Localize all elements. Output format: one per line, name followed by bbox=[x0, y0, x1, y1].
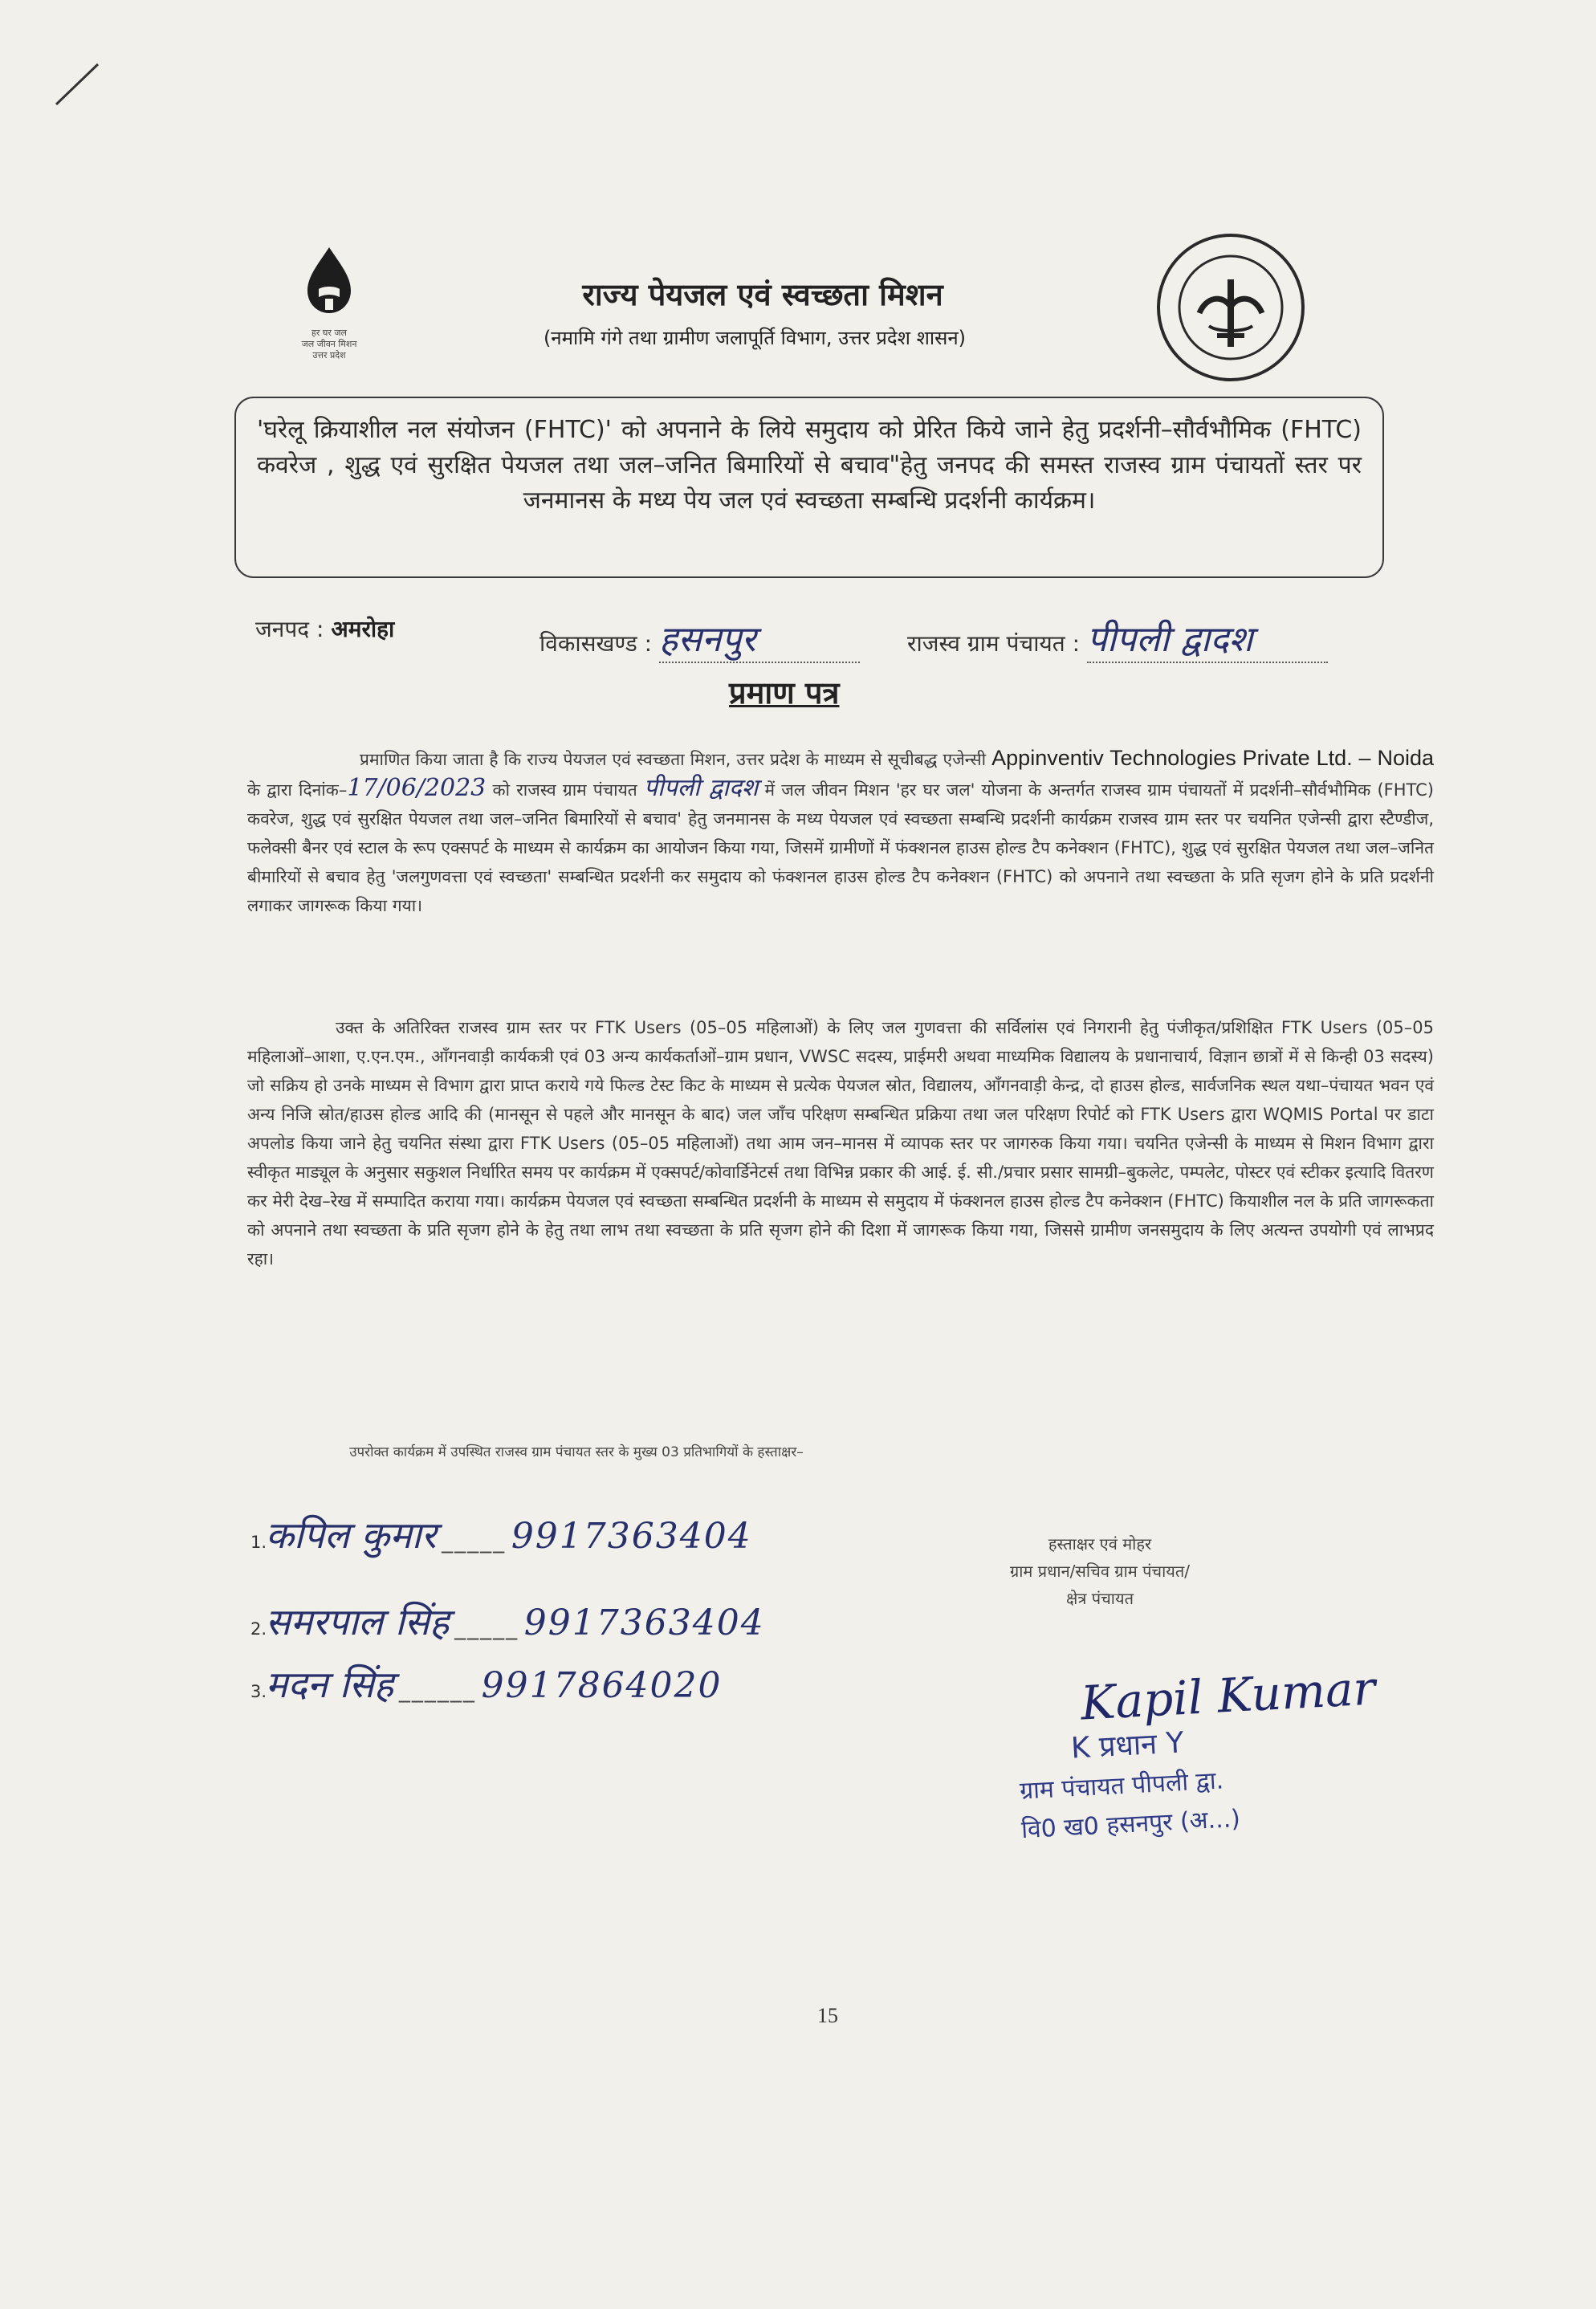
para1-panchayat-label: को राजस्व ग्राम पंचायत bbox=[486, 780, 644, 800]
signatory-name: मदन सिंह bbox=[265, 1663, 394, 1706]
signatory-phone: 9917363404 bbox=[523, 1602, 765, 1643]
panchayat-field bbox=[907, 613, 1328, 663]
block-value: हसनपुर bbox=[658, 619, 756, 660]
block-field bbox=[539, 613, 860, 663]
para1-body: में जल जीवन मिशन 'हर घर जल' योजना के अन्तर्गत राजस्व ग्राम पंचायतों में प्रदर्शनी–सौर्वभौमिक (FHTC) कवरेज, शुद्ध एवं सुरक्षित पेयजल तथा जल–जनित बिमारियों से बचाव' हेतु जनमानस के मध्य पेयजल एवं स्वच्छता सम्बन्धि प्रदर्शनी कार्यक्रम राजस्व ग्राम स्तर पर चयनित एजेन्सी द्वारा स्टैण्डीज, फलेक्सी बैनर एवं स्टाल के रूप एक्सपर्ट के माध्यम से कार्यक्रम का आयोजन किया गया, जिसमें ग्रामीणों में फंक्शनल हाउस होल्ड टैप कनेक्शन (FHTC), शुद्ध एवं सुरक्षित पेयजल तथा जल–जनित बीमारियों से बचाव हेतु 'जलगुणवत्ता एवं स्वच्छता' सम्बन्धित प्रदर्शनी कर समुदाय को फंक्शनल हाउस होल्ड टैप कनेक्शन (FHTC) को अपनाने तथा स्वच्छता के प्रति सृजग होने के प्रति प्रदर्शनी लगाकर जागरूक किया गया। bbox=[247, 780, 1434, 915]
stamp-line: वि0 ख0 हसनपुर (अ...) bbox=[1020, 1804, 1241, 1845]
page-number: 15 bbox=[817, 2004, 838, 2027]
pradhan-signature: Kapil Kumar bbox=[1079, 1660, 1377, 1731]
signatories-intro: उपरोक्त कार्यक्रम में उपस्थित राजस्व ग्राम पंचायत स्तर के मुख्य 03 प्रतिभागियों के हस्ताक्षर– bbox=[349, 1444, 804, 1460]
panchayat-label: राजस्व ग्राम पंचायत : bbox=[907, 630, 1080, 657]
stamp-line: K प्रधान Y bbox=[1070, 1726, 1185, 1765]
programme-date: 17/06/2023 bbox=[347, 774, 487, 802]
signatory-row: 3. मदन सिंह ______ 9917864020 bbox=[250, 1663, 723, 1706]
signatory-name: समरपाल सिंह bbox=[265, 1600, 450, 1643]
para1-intro: प्रमाणित किया जाता है कि राज्य पेयजल एवं स्वच्छता मिशन, उत्तर प्रदेश के माध्यम से सूचीबद्ध एजेन्सी bbox=[360, 750, 992, 769]
signatory-phone: 9917864020 bbox=[481, 1665, 723, 1706]
signatory-name: कपिल कुमार bbox=[265, 1513, 437, 1557]
programme-topic-text: 'घरेलू क्रियाशील नल संयोजन (FHTC)' को अपनाने के लिये समुदाय को प्रेरित किये जाने हेतु प्रदर्शनी–सौर्वभौमिक (FHTC) कवरेज , शुद्ध एवं सुरक्षित पेयजल तथा जल–जनित बिमारियों से बचाव"हेतु जनपद की समस्त राजस्व ग्राम पंचायतों स्तर पर जनमानस के मध्य पेय जल एवं स्वच्छता सम्बन्धि प्रदर्शनी कार्यक्रम। bbox=[257, 416, 1362, 515]
signature-seal-label: हस्ताक्षर एवं मोहर ग्राम प्रधान/सचिव ग्राम पंचायत/ क्षेत्र पंचायत bbox=[1009, 1534, 1191, 1608]
pen-scratch-mark bbox=[50, 53, 114, 117]
stamp-line: ग्राम पंचायत पीपली द्वा. bbox=[1019, 1766, 1224, 1806]
block-label: विकासखण्ड : bbox=[539, 630, 653, 657]
mission-subtitle: (नमामि गंगे तथा ग्रामीण जलापूर्ति विभाग, उत्तर प्रदेश शासन) bbox=[543, 327, 967, 349]
certificate-paragraph-2: उक्त के अतिरिक्त राजस्व ग्राम स्तर पर FTK Users (05–05 महिलाओं) के लिए जल गुणवत्ता की सर्विलांस एवं निगरानी हेतु पंजीकृत/प्रशिक्षित FTK Users (05–05 महिलाओं–आशा, ए.एन.एम., आँगनवाड़ी कार्यकत्री एवं 03 अन्य कार्यकर्ताओं–ग्राम प्रधान, VWSC सदस्य, प्राईमरी अथवा माध्यमिक विद्यालय के प्रधानाचार्य, विज्ञान छात्रों में से किन्ही 03 सदस्य) जो सक्रिय हो उनके माध्यम से विभाग द्वारा प्राप्त कराये गये फिल्ड टेस्ट किट के माध्यम से प्रत्येक पेयजल स्रोत, विद्यालय, आँगनवाड़ी केन्द्र, दो हाउस होल्ड, सार्वजनिक स्थल यथा–पंचायत भवन एवं अन्य निजि स्रोत/हाउस होल्ड आदि की (मानसून से पहले और मानसून के बाद) जल जाँच परिक्षण सम्बन्धित प्रक्रिया तथा जल परिक्षण रिपोर्ट को FTK Users द्वारा WQMIS Portal पर डाटा अपलोड किया जाने हेतु चयनित संस्था द्वारा FTK Users (05–05 महिलाओं) तथा आम जन–मानस में व्यापक स्तर पर जागरुक किया गया। चयनित एजेन्सी के माध्यम से मिशन विभाग द्वारा स्वीकृत माड्यूल के अनुसार सकुशल निर्धारित समय पर कार्यक्रम में एक्सपर्ट/कोवार्डिनेटर्स तथा विभिन्न प्रकार की आई. ई. सी./प्रचार प्रसार सामग्री–बुकलेट, पम्पलेट, पोस्टर एवं स्टीकर इत्यादि वितरण कर मेरी देख–रेख में सम्पादित कराया गया। कार्यक्रम पेयजल एवं स्वच्छता सम्बन्धित प्रदर्शनी के माध्यम से समुदाय में फंक्शनल हाउस होल्ड टैप कनेक्शन (FHTC) कियाशील नल के प्रति जागरूकता को अपनाने तथा स्वच्छता के प्रति सृजग होने के हेतु तथा लाभ तथा स्वच्छता के प्रति सृजग होने की दिशा में जागरूक किया गया, जिससे ग्रामीण जनसमुदाय के लिए अत्यन्त उपयोगी एवं लाभप्रद रहा। bbox=[247, 1018, 1434, 1269]
panchayat-value: पीपली द्वादश bbox=[1086, 619, 1253, 660]
har-ghar-jal-caption: हर घर जल जल जीवन मिशन उत्तर प्रदेश bbox=[301, 328, 357, 360]
certificate-title: प्रमाण पत्र bbox=[729, 675, 840, 711]
programme-topic-box bbox=[234, 397, 1384, 578]
signatory-phone: 9917363404 bbox=[511, 1516, 752, 1557]
district-value: अमरोहा bbox=[331, 616, 395, 642]
mission-title: राज्य पेयजल एवं स्वच्छता मिशन bbox=[582, 277, 943, 312]
para1-date-label: के द्वारा दिनांक– bbox=[247, 780, 348, 800]
district-label: जनपद : bbox=[255, 616, 324, 642]
signatory-row: 1. कपिल कुमार _____ 9917363404 bbox=[250, 1513, 752, 1557]
district-field bbox=[255, 613, 394, 644]
agency-name: Appinventiv Technologies Private Ltd. – Noida bbox=[991, 746, 1434, 770]
para1-panchayat-value: पीपली द्वादश bbox=[643, 774, 759, 802]
signatory-row: 2. समरपाल सिंह _____ 9917363404 bbox=[250, 1600, 765, 1643]
certificate-paragraph-1 bbox=[247, 743, 1434, 920]
up-government-emblem bbox=[1153, 230, 1309, 385]
